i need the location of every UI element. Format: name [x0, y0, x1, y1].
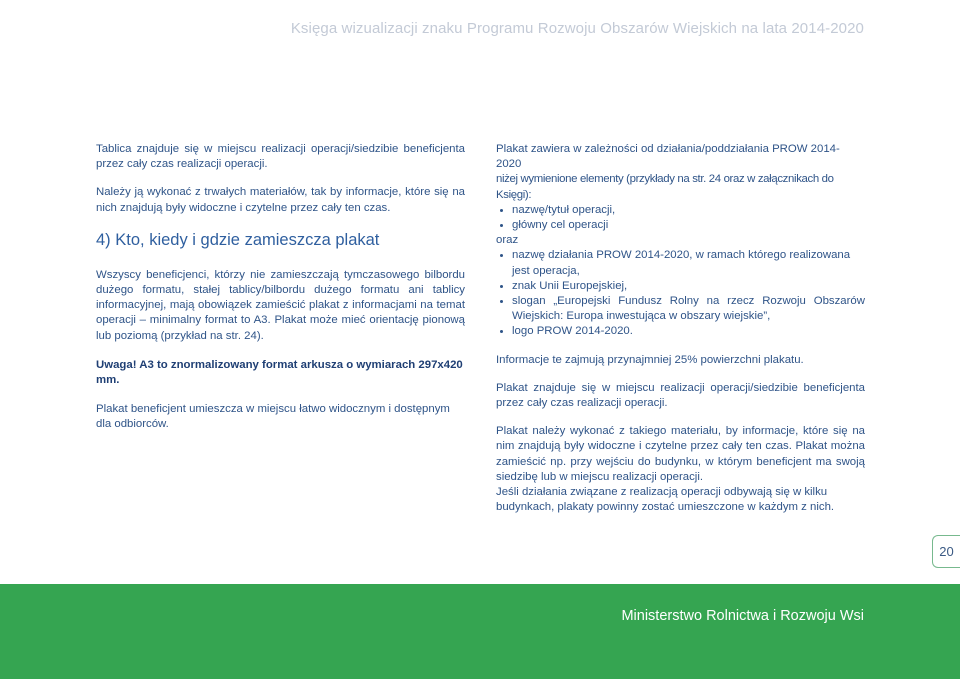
list-item: znak Unii Europejskiej,	[496, 279, 865, 294]
page-number	[932, 535, 960, 568]
right-intro-line-2: niżej wymienione elementy (przykłady na str. 24 oraz w załącznikach do Księgi):	[496, 173, 834, 201]
right-paragraph-info: Informacje te zajmują przynajmniej 25% powierzchni plakatu.	[496, 353, 804, 366]
list-item: główny cel operacji	[496, 218, 865, 233]
list-item: logo PROW 2014-2020.	[496, 324, 865, 339]
list-item: nazwę działania PROW 2014-2020, w ramach którego realizowana jest operacja,	[496, 248, 865, 278]
left-paragraph-4: Plakat beneficjent umieszcza w miejscu łatwo widocznym i dostępnym dla odbiorców.	[96, 403, 450, 431]
right-column	[496, 142, 865, 515]
right-paragraph-multi: Jeśli działania związane z realizacją operacji odbywają się w kilku budynkach, plakaty powinny zostać umieszczone w każdym z nich.	[496, 486, 835, 514]
oraz-label: oraz	[496, 234, 519, 247]
list-item: slogan „Europejski Fundusz Rolny na rzecz Rozwoju Obszarów Wiejskich: Europa inwestująca w obszary wiejskie”,	[496, 294, 865, 324]
bullet-list-a	[496, 203, 865, 233]
left-paragraph-2: Należy ją wykonać z trwałych materiałów, tak by informacje, które się na nich znajdują były widoczne i czytelne przez cały ten czas.	[96, 186, 465, 214]
right-paragraph-place: Plakat znajduje się w miejscu realizacji operacji/siedzibie beneficjenta przez cały czas realizacji operacji.	[496, 381, 865, 410]
left-paragraph-3: Wszyscy beneficjenci, którzy nie zamieszczają tymczasowego bilbordu dużego formatu, stałej tablicy/bilbordu dużego formatu ani tablicy informacyjnej, mają obowiązek zamieścić plakat z informacjami na temat operacji – minimalny format to A3. Plakat może mieć orientację pionową lub poziomą (przykład na str. 24).	[96, 268, 465, 342]
header-title: Księga wizualizacji znaku Programu Rozwoju Obszarów Wiejskich na lata 2014-2020	[290, 20, 864, 37]
footer-band	[0, 584, 960, 679]
left-column	[96, 142, 465, 433]
left-paragraph-1: Tablica znajduje się w miejscu realizacji operacji/siedzibie beneficjenta przez cały czas realizacji operacji.	[96, 143, 465, 171]
right-paragraph-material: Plakat należy wykonać z takiego materiału, by informacje, które się na nim znajdują były widoczne i czytelne przez cały ten czas. Plakat można zamieścić np. przy wejściu do budynku, w którym beneficjent ma swoją siedzibę lub w miejscu realizacji operacji.	[496, 425, 865, 483]
note-warning: Uwaga! A3 to znormalizowany format arkusza o wymiarach 297x420 mm.	[96, 358, 463, 387]
right-intro-line-1: Plakat zawiera w zależności od działania/poddziałania PROW 2014-2020	[496, 143, 840, 171]
footer-ministry-name: Ministerstwo Rolnictwa i Rozwoju Wsi	[621, 608, 864, 624]
list-item: nazwę/tytuł operacji,	[496, 203, 865, 218]
bullet-list-b	[496, 248, 865, 339]
section-heading: 4) Kto, kiedy i gdzie zamieszcza plakat	[96, 230, 380, 249]
page-number-label: 20	[939, 544, 954, 559]
